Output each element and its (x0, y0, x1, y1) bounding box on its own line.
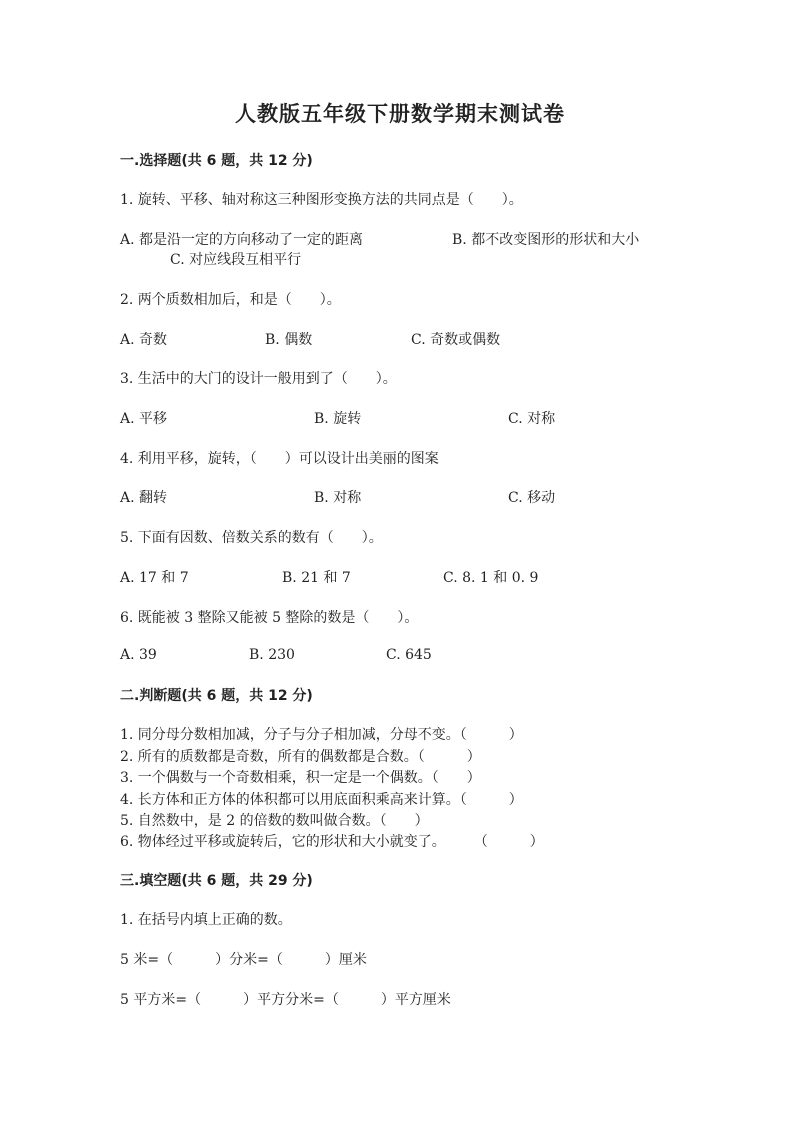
option-c: C. 移动 (508, 490, 556, 506)
question-stem: 5. 下面有因数、倍数关系的数有（ ）。 (120, 530, 383, 546)
exam-title: 人教版五年级下册数学期末测试卷 (235, 102, 565, 126)
judgement-item: 3. 一个偶数与一个奇数相乘，积一定是一个偶数。（ ） (120, 770, 481, 786)
option-a: A. 都是沿一定的方向移动了一定的距离 (120, 232, 364, 248)
option-b: B. 21 和 7 (282, 570, 351, 586)
question-stem: 6. 既能被 3 整除又能被 5 整除的数是（ ）。 (120, 610, 419, 626)
option-c: C. 645 (386, 647, 432, 663)
judgement-item: 1. 同分母分数相加减，分子与分子相加减，分母不变。（ ） (120, 727, 523, 743)
option-a: A. 奇数 (120, 332, 168, 348)
option-a: A. 平移 (120, 411, 168, 427)
judgement-item: 4. 长方体和正方体的体积都可以用底面积乘高来计算。（ ） (120, 792, 523, 808)
question-stem: 2. 两个质数相加后，和是（ ）。 (120, 292, 341, 308)
option-c: C. 8. 1 和 0. 9 (443, 570, 539, 586)
fill-line: 5 米=（ ）分米=（ ）厘米 (120, 952, 367, 968)
option-a: A. 39 (120, 647, 157, 663)
question-stem: 3. 生活中的大门的设计一般用到了（ ）。 (120, 371, 397, 387)
option-b: B. 偶数 (265, 332, 313, 348)
judgement-item: 5. 自然数中，是 2 的倍数的数叫做合数。（ ） (120, 813, 429, 829)
section-heading-judgement: 二.判断题(共 6 题，共 12 分) (120, 688, 313, 704)
judgement-item: 2. 所有的质数都是奇数，所有的偶数都是合数。（ ） (120, 749, 481, 765)
option-b: B. 230 (249, 647, 295, 663)
option-b: B. 对称 (314, 490, 362, 506)
judgement-item: 6. 物体经过平移或旋转后，它的形状和大小就变了。 （ ） (120, 834, 544, 850)
question-stem: 4. 利用平移，旋转，（ ）可以设计出美丽的图案 (120, 451, 439, 467)
question-stem: 1. 旋转、平移、轴对称这三种图形变换方法的共同点是（ ）。 (120, 192, 523, 208)
option-a: A. 17 和 7 (120, 570, 189, 586)
option-b: B. 旋转 (314, 411, 362, 427)
option-c: C. 奇数或偶数 (411, 332, 501, 348)
option-b: B. 都不改变图形的形状和大小 (452, 232, 640, 248)
option-c: C. 对称 (508, 411, 556, 427)
section-heading-fill: 三.填空题(共 6 题，共 29 分) (120, 873, 313, 889)
fill-line: 5 平方米=（ ）平方分米=（ ）平方厘米 (120, 992, 451, 1008)
option-a: A. 翻转 (120, 490, 168, 506)
option-c: C. 对应线段互相平行 (170, 252, 302, 268)
fill-line: 1. 在括号内填上正确的数。 (120, 912, 292, 928)
section-heading-choice: 一.选择题(共 6 题，共 12 分) (120, 153, 313, 169)
